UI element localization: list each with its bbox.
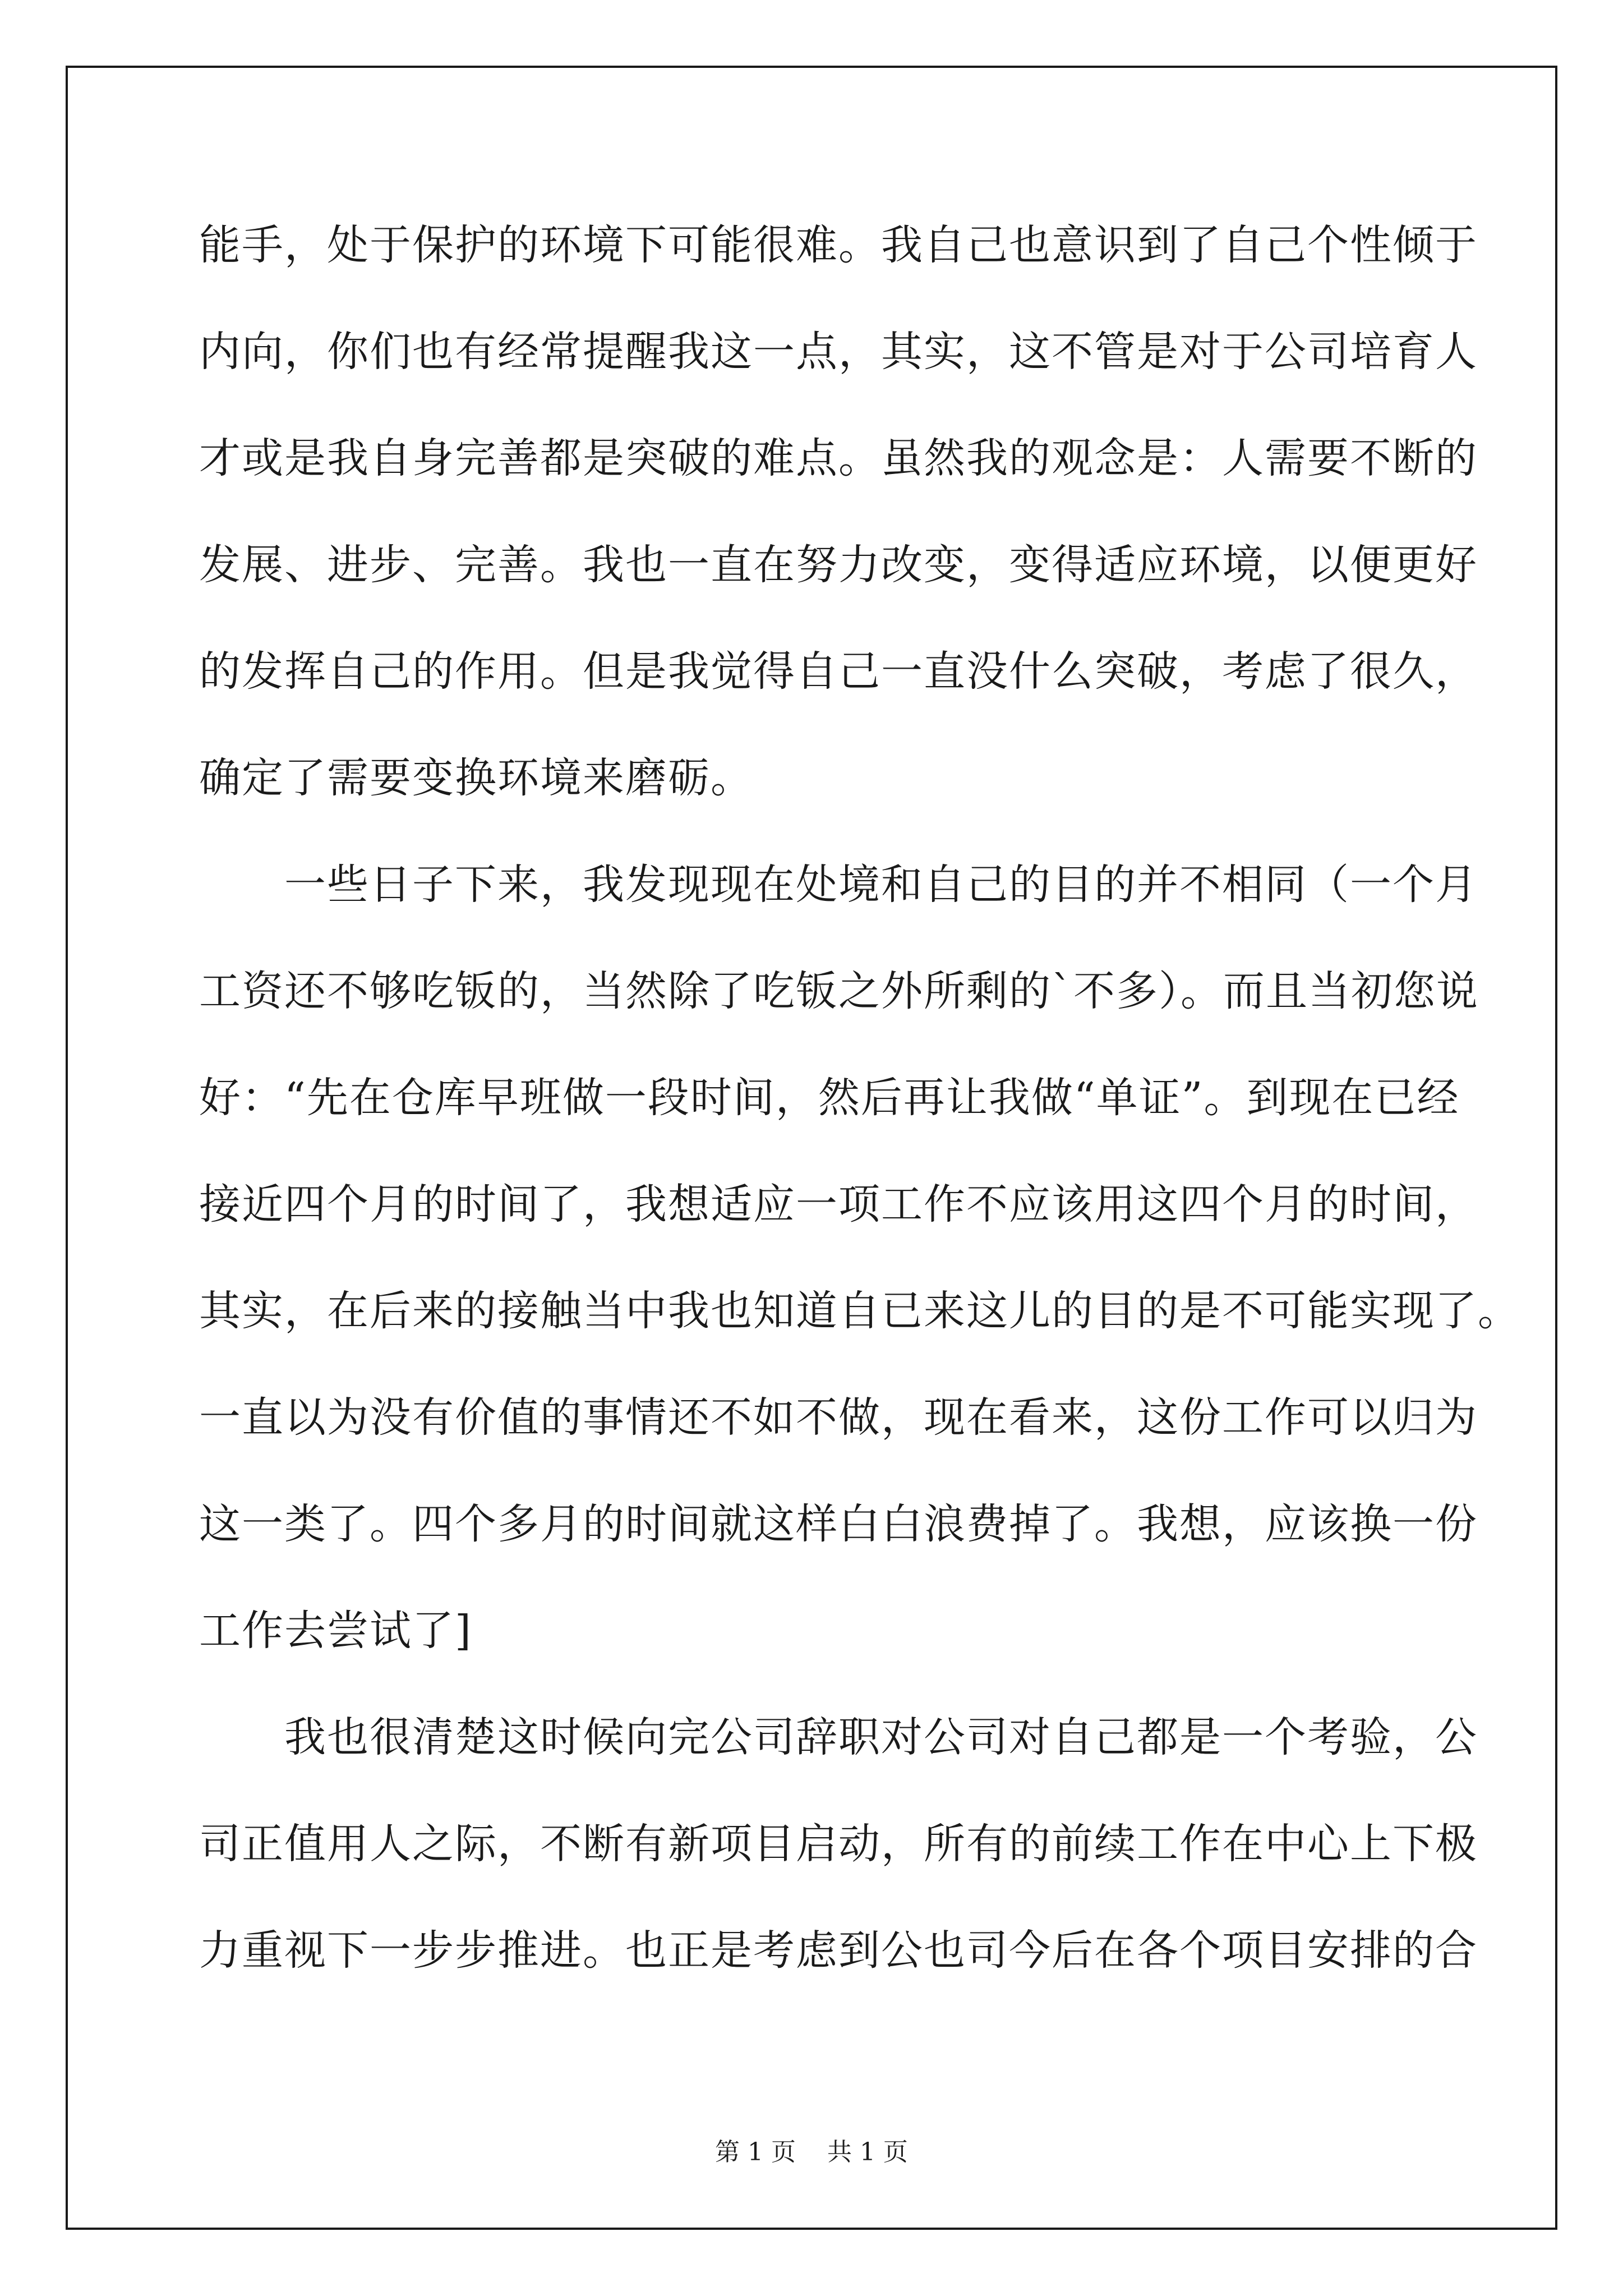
text-line: 工作去尝试了] (199, 1607, 472, 1655)
page-border (66, 66, 1557, 2230)
text-line: 一直以为没有价值的事情还不如不做，现在看来，这份工作可以归为 (199, 1393, 1478, 1442)
text-line: 才或是我自身完善都是突破的难点。虽然我的观念是：人需要不断的 (199, 434, 1478, 482)
text-line: 其实，在后来的接触当中我也知道自已来这儿的目的是不可能实现了。 (199, 1287, 1520, 1335)
text-line: 内向，你们也有经常提醒我这一点，其实，这不管是对于公司培育人 (199, 328, 1478, 376)
text-line: 确定了需要变换环境来磨砺。 (199, 754, 753, 802)
text-line: 力重视下一步步推进。也正是考虑到公也司今后在各个项目安排的合 (199, 1926, 1478, 1975)
page-number-footer: 第 1 页 共 1 页 (715, 2138, 908, 2166)
text-line: 发展、进步、完善。我也一直在努力改变，变得适应环境，以便更好 (199, 541, 1478, 589)
text-line: 一些日子下来，我发现现在处境和自己的目的并不相同（一个月 (199, 861, 1478, 909)
text-line: 的发挥自己的作用。但是我觉得自己一直没什么突破，考虑了很久， (199, 647, 1478, 696)
text-line: 工资还不够吃钣的，当然除了吃钣之外所剩的`不多）。而且当初您说 (199, 967, 1479, 1015)
text-line: 这一类了。四个多月的时间就这样白白浪费掉了。我想，应该换一份 (199, 1500, 1478, 1548)
text-line: 能手，处于保护的环境下可能很难。我自己也意识到了自己个性倾于 (199, 221, 1478, 269)
text-line: 好：“先在仓库早班做一段时间，然后再让我做“单证”。到现在已经 (199, 1074, 1460, 1122)
text-line: 我也很清楚这时候向完公司辞职对公司对自己都是一个考验，公 (199, 1713, 1478, 1761)
text-line: 司正值用人之际，不断有新项目启动，所有的前续工作在中心上下极 (199, 1820, 1478, 1868)
text-line: 接近四个月的时间了，我想适应一项工作不应该用这四个月的时间， (199, 1180, 1478, 1228)
